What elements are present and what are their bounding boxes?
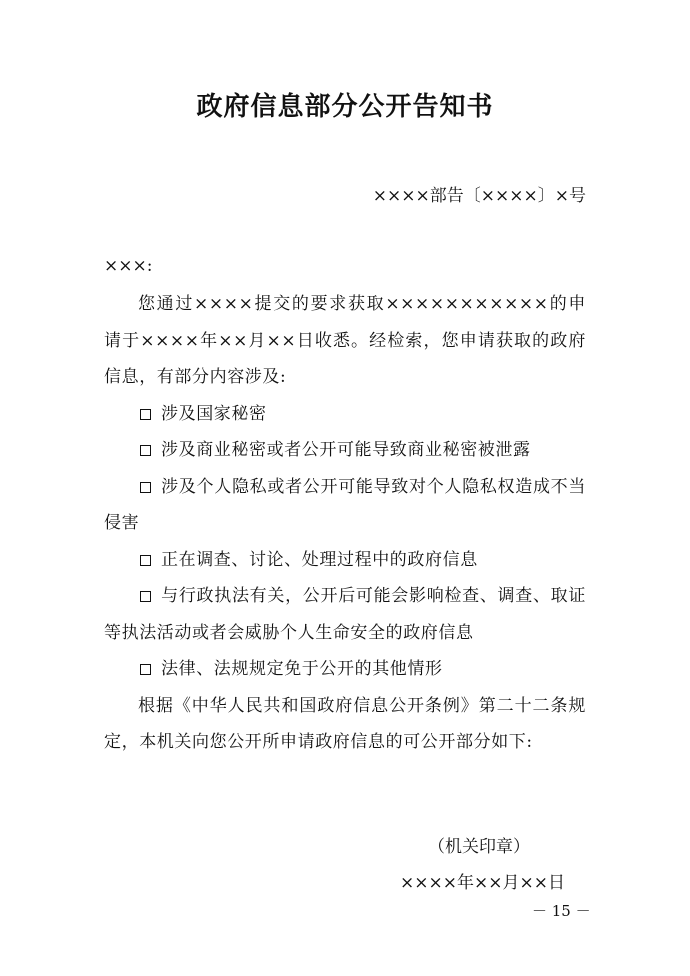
- page-number: － 15 －: [532, 902, 591, 920]
- checkbox-icon[interactable]: [140, 664, 151, 675]
- option-item: [104, 578, 586, 651]
- option-item: [104, 469, 586, 542]
- option-item: [104, 396, 586, 433]
- checkbox-icon[interactable]: [140, 555, 151, 566]
- salutation: ×××:: [104, 256, 153, 276]
- option-label: 正在调查、讨论、处理过程中的政府信息: [161, 549, 478, 570]
- checkbox-icon[interactable]: [140, 445, 151, 456]
- option-item: [104, 651, 586, 688]
- option-item: [104, 432, 586, 469]
- issue-date: ××××年××月××日: [400, 873, 565, 893]
- option-label: 涉及国家秘密: [161, 403, 267, 424]
- document-number: ××××部告〔××××〕×号: [372, 186, 586, 206]
- intro-paragraph: 您通过××××提交的要求获取×××××××××××的申请于××××年××月××日收悉。经检索，您申请获取的政府信息，有部分内容涉及:: [104, 294, 586, 387]
- document-body: [104, 286, 586, 761]
- page-title: 政府信息部分公开告知书: [196, 92, 494, 122]
- option-label: 法律、法规规定免于公开的其他情形: [161, 659, 443, 679]
- checkbox-icon[interactable]: [140, 591, 151, 602]
- option-label: 与行政执法有关，公开后可能会影响检查、调查、取证等执法活动或者会威胁个人生命安全的政府信息: [104, 586, 586, 643]
- option-item: [104, 542, 586, 579]
- option-label: 涉及个人隐私或者公开可能导致对个人隐私权造成不当侵害: [104, 476, 586, 533]
- checkbox-icon[interactable]: [140, 482, 151, 493]
- seal-placeholder: （机关印章）: [428, 837, 530, 857]
- closing-paragraph: 根据《中华人民共和国政府信息公开条例》第二十二条规定，本机关向您公开所申请政府信息的可公开部分如下:: [104, 695, 586, 752]
- checkbox-icon[interactable]: [140, 409, 151, 420]
- option-label: 涉及商业秘密或者公开可能导致商业秘密被泄露: [161, 440, 531, 460]
